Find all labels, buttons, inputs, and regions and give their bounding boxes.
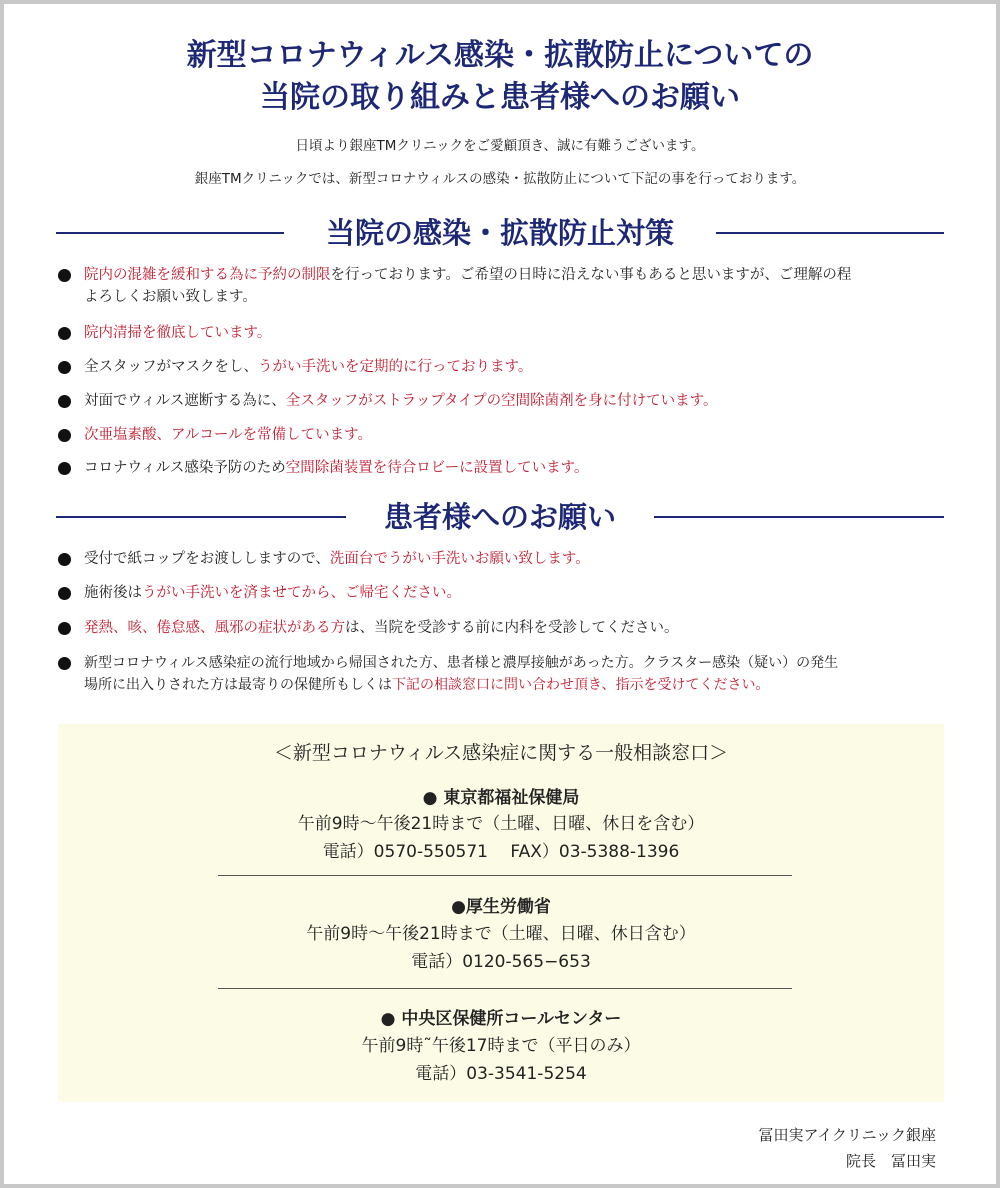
- tokyo-hours: 午前9時～午後21時まで（土曜、日曜、休日を含む）: [297, 814, 705, 834]
- bullet-icon: [58, 657, 71, 670]
- consultation-box: [58, 724, 944, 1102]
- bullet-icon: [58, 429, 71, 442]
- body-text: 施術後は: [84, 585, 142, 601]
- body-text: 受付で紙コップをお渡ししますので、: [84, 551, 330, 567]
- title-line-2: 当院の取り組みと患者様へのお願い: [260, 80, 740, 115]
- notice-page: [4, 4, 996, 1184]
- body-text: よろしくお願い致します。: [84, 289, 257, 305]
- highlight-text: 次亜塩素酸、アルコールを常備しています。: [84, 427, 372, 443]
- section-heading-requests: [56, 495, 944, 539]
- intro-line-1: 日頃より銀座TMクリニックをご愛顧頂き、誠に有難うございます。: [295, 138, 705, 154]
- highlight-text: うがい手洗いを定期的に行っております。: [258, 359, 533, 375]
- body-text: を行っております。ご希望の日時に沿えない事もあると思いますが、ご理解の程: [330, 267, 852, 283]
- tokyo-phone: 電話）0570-550571 FAX）03-5388-1396: [322, 842, 680, 862]
- tokyo-name: ● 東京都福祉保健局: [422, 788, 580, 808]
- mhlw-phone: 電話）0120-565−653: [411, 952, 591, 972]
- body-text: 対面でウィルス遮断する為に、: [84, 393, 286, 409]
- clinic-name: 冨田実アイクリニック銀座: [758, 1126, 936, 1144]
- intro-line-2: 銀座TMクリニックでは、新型コロナウィルスの感染・拡散防止について下記の事を行っております。: [194, 171, 806, 187]
- chuo-hours: 午前9時˜午後17時まで（平日のみ）: [361, 1036, 641, 1056]
- section-heading-label: 患者様へのお願い: [383, 500, 616, 534]
- chuo-name: ● 中央区保健所コールセンター: [380, 1009, 622, 1029]
- highlight-text: 洗面台でうがい手洗いお願い致します。: [329, 551, 590, 567]
- section-heading-label: 当院の感染・拡散防止対策: [325, 216, 674, 250]
- highlight-text: 空間除菌装置を待合ロビーに設置しています。: [285, 460, 589, 476]
- section-heading-measures: [56, 211, 944, 255]
- divider: [218, 988, 792, 989]
- highlight-text: 院内の混雑を緩和する為に予約の制限: [84, 267, 331, 283]
- bullet-icon: [58, 269, 71, 282]
- bullet-icon: [58, 553, 71, 566]
- director-name: 院長 冨田実: [845, 1152, 936, 1170]
- consultation-title: ＜新型コロナウィルス感染症に関する一般相談窓口＞: [273, 742, 729, 764]
- body-text: コロナウィルス感染予防のため: [84, 460, 286, 476]
- bullet-icon: [58, 587, 71, 600]
- body-text: 全スタッフがマスクをし、: [84, 359, 258, 375]
- mhlw-hours: 午前9時～午後21時まで（土曜、日曜、休日含む）: [306, 924, 696, 944]
- bullet-icon: [58, 327, 71, 340]
- body-text: 新型コロナウィルス感染症の流行地域から帰国された方、患者様と濃厚接触があった方。クラスター感染（疑い）の発生: [84, 655, 839, 671]
- highlight-text: 発熱、咳、倦怠感、風邪の症状がある方: [84, 620, 345, 636]
- highlight-text: 院内清掃を徹底しています。: [84, 325, 272, 341]
- bullet-icon: [58, 395, 71, 408]
- bullet-icon: [58, 361, 71, 374]
- body-text: は、当院を受診する前に内科を受診してください。: [345, 620, 679, 636]
- chuo-phone: 電話）03-3541-5254: [415, 1064, 587, 1084]
- body-text: 場所に出入りされた方は最寄りの保健所もしくは: [84, 677, 392, 693]
- highlight-text: うがい手洗いを済ませてから、ご帰宅ください。: [142, 585, 461, 601]
- bullet-icon: [58, 462, 71, 475]
- divider: [218, 875, 792, 876]
- highlight-text: 全スタッフがストラップタイプの空間除菌剤を身に付けています。: [285, 393, 718, 409]
- mhlw-name: ●厚生労働省: [451, 897, 551, 917]
- highlight-text: 下記の相談窓口に問い合わせ頂き、指示を受けてください。: [392, 677, 770, 693]
- title-line-1: 新型コロナウィルス感染・拡散防止についての: [186, 38, 814, 73]
- bullet-icon: [58, 622, 71, 635]
